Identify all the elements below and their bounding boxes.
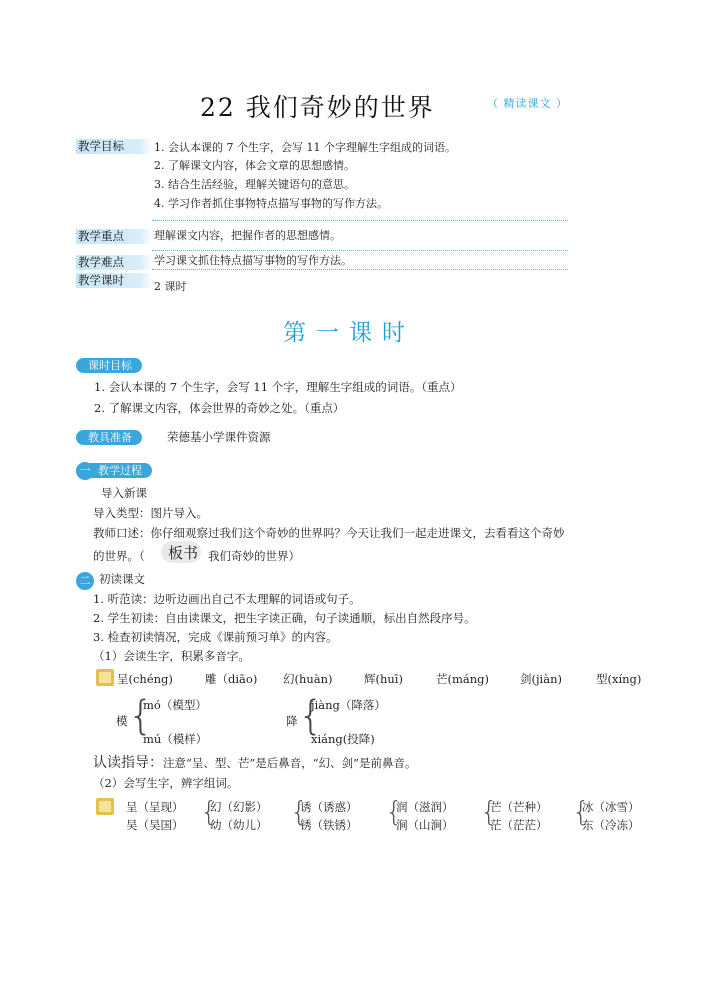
prep-text: 荣德基小学课件资源 bbox=[167, 430, 271, 444]
pinyin-item: 雕（diāo) bbox=[205, 672, 258, 686]
char-pair-top: 幻（幻影） bbox=[210, 800, 268, 814]
target-item: 2. 了解课文内容，体会世界的奇妙之处。（重点） bbox=[94, 401, 345, 415]
goal-item: 2. 了解课文内容，体会文章的思想感情。 bbox=[154, 159, 355, 172]
body-line: 2. 学生初读：自由读课文，把生字读正确，句子读通顺，标出自然段序号。 bbox=[93, 611, 476, 625]
guide-text: 注意“呈、型、芒”是后鼻音，“幻、剑”是前鼻音。 bbox=[163, 756, 417, 770]
write-title: （2）会写生字，辨字组词。 bbox=[93, 776, 239, 790]
target-label: 课时目标 bbox=[76, 358, 142, 373]
body-line: 3. 检查初读情况，完成《课前预习单》的内容。 bbox=[93, 630, 338, 644]
pinyin-item: 芒(máng) bbox=[436, 672, 490, 686]
char-pair-top: 冰（冰雪） bbox=[582, 800, 640, 814]
lesson-heading: 第一课时 bbox=[283, 320, 415, 346]
brace: { bbox=[480, 795, 498, 828]
brace: { bbox=[200, 795, 218, 828]
char-pair-top: 芒（芒种） bbox=[490, 800, 548, 814]
polyphone-char: 降 bbox=[286, 714, 298, 728]
page-title: 22 我们奇妙的世界 bbox=[200, 93, 435, 122]
body-line: 的世界。（ bbox=[93, 549, 145, 563]
polyphone-reading: mú（模样） bbox=[143, 732, 208, 746]
body-line: 1. 听范读：边听边画出自己不太理解的词语或句子。 bbox=[93, 592, 361, 606]
brace: { bbox=[128, 693, 154, 739]
char-pair-bottom: 锈（铁锈） bbox=[300, 818, 358, 832]
section-number: 二 bbox=[76, 572, 94, 590]
polyphone-reading: xiáng(投降) bbox=[311, 732, 375, 746]
difficulty-label: 教学难点 bbox=[76, 255, 152, 270]
pinyin-item: 呈(chéng) bbox=[117, 672, 173, 686]
char-pair-bottom: 东（冷冻） bbox=[582, 818, 640, 832]
char-pair-bottom: 涧（山涧） bbox=[396, 818, 454, 832]
pinyin-item: 幻(huàn) bbox=[283, 672, 333, 686]
polyphone-reading: mó（模型） bbox=[143, 698, 207, 712]
key-point-text: 理解课文内容，把握作者的思想感情。 bbox=[154, 229, 341, 242]
section-title: 初读课文 bbox=[99, 572, 145, 586]
guide-label: 认读指导： bbox=[93, 755, 163, 771]
read-badge-icon bbox=[96, 669, 114, 686]
brace: { bbox=[385, 795, 403, 828]
pinyin-item: 辉(huī) bbox=[364, 672, 403, 686]
char-pair-bottom: 幼（幼儿） bbox=[210, 818, 268, 832]
hours-text: 2 课时 bbox=[154, 280, 187, 293]
brace: { bbox=[572, 795, 590, 828]
divider bbox=[152, 269, 568, 270]
divider bbox=[152, 250, 568, 251]
section-number: 一 bbox=[76, 462, 94, 480]
body-line: 教师口述：你仔细观察过我们这个奇妙的世界吗？今天让我们一起走进课文，去看看这个奇妙 bbox=[93, 526, 565, 540]
section-title: 导入新课 bbox=[101, 486, 147, 500]
goal-item: 4. 学习作者抓住事物特点描写事物的写作方法。 bbox=[154, 197, 388, 210]
target-item: 1. 会认本课的 7 个生字，会写 11 个字，理解生字组成的词语。（重点） bbox=[94, 380, 462, 394]
board-text: 我们奇妙的世界） bbox=[208, 549, 300, 563]
write-badge-icon bbox=[96, 798, 114, 815]
divider bbox=[152, 220, 568, 221]
char-pair-bottom: 吴（吴国） bbox=[126, 818, 184, 832]
pinyin-item: 剑(jiàn) bbox=[520, 672, 562, 686]
polyphone-char: 模 bbox=[116, 714, 128, 728]
char-pair-top: 诱（诱惑） bbox=[300, 800, 358, 814]
goal-item: 1. 会认本课的 7 个生字，会写 11 个字理解生字组成的词语。 bbox=[154, 141, 456, 154]
lesson-type-tag: （ 精读课文 ） bbox=[487, 97, 568, 110]
goals-label: 教学目标 bbox=[76, 139, 152, 154]
process-label: 教学过程 bbox=[76, 463, 152, 478]
hours-label: 教学课时 bbox=[76, 273, 152, 288]
key-point-label: 教学重点 bbox=[76, 229, 152, 244]
pinyin-item: 型(xíng) bbox=[596, 672, 642, 686]
goal-item: 3. 结合生活经验，理解关键语句的意思。 bbox=[154, 178, 355, 191]
board-label: 板书 bbox=[168, 544, 199, 562]
brace: { bbox=[298, 693, 324, 739]
polyphone-reading: jiàng（降落） bbox=[311, 698, 386, 712]
prep-label: 教具准备 bbox=[76, 430, 142, 445]
body-line: （1）会读生字，积累多音字。 bbox=[93, 649, 250, 663]
char-pair-top: 呈（呈现） bbox=[126, 800, 184, 814]
char-pair-top: 润（滋润） bbox=[396, 800, 454, 814]
brace: { bbox=[290, 795, 308, 828]
difficulty-text: 学习课文抓住特点描写事物的写作方法。 bbox=[154, 254, 352, 267]
char-pair-bottom: 茫（茫茫） bbox=[490, 818, 548, 832]
body-line: 导入类型：图片导入。 bbox=[93, 506, 208, 520]
